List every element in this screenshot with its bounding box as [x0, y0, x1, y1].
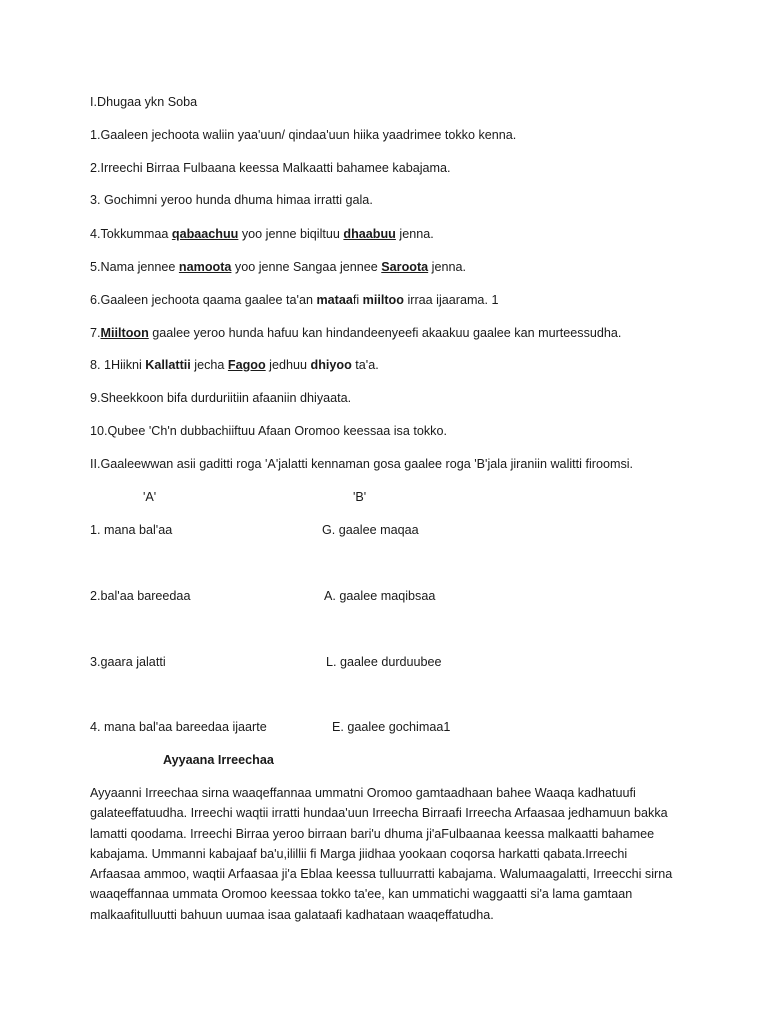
- question-5-text: yoo jenne Sangaa jennee: [231, 260, 382, 274]
- question-6-text: 6.Gaaleen jechoota qaama gaalee ta'an: [90, 293, 317, 307]
- question-8-text: jedhuu: [265, 358, 311, 372]
- question-7-term-1: Miiltoon: [100, 326, 149, 340]
- question-6-text: fi: [352, 293, 363, 307]
- question-3: 3. Gochimni yeroo hunda dhuma himaa irratti gala.: [90, 193, 373, 207]
- match-item-a-1: 1. mana bal'aa: [90, 523, 173, 537]
- question-1: 1.Gaaleen jechoota waliin yaa'uun/ qindaa'uun hiika yaadrimee tokko kenna.: [90, 128, 517, 142]
- question-7-text: gaalee yeroo hunda hafuu kan hindandeenyeefi akaakuu gaalee kan murteessudha.: [148, 326, 622, 340]
- question-8: [90, 357, 379, 373]
- question-7: [90, 325, 621, 341]
- question-8-term-1: Kallattii: [145, 358, 191, 372]
- question-6-term-1: mataa: [316, 293, 353, 307]
- match-item-a-4: 4. mana bal'aa bareedaa ijaarte: [90, 720, 267, 734]
- question-5: [90, 259, 466, 275]
- passage-line: malkaafitulluutti bahuun uumaa isaa galataafi kadhataan waaqeffatudha.: [90, 907, 494, 922]
- passage-line: Ayyaanni Irreechaa sirna waaqeffannaa ummatni Oromoo gamtaadhaan bahee Waaqa kadhatuufi: [90, 786, 636, 800]
- passage-line: Arfaasaa ammoo, waqtii Arfaasaa ji'a Eblaa keessa tulluurratti kabajama. Walumaagalatti, Irreecchi sirna: [90, 867, 673, 882]
- question-4-text: yoo jenne biqiltuu: [238, 227, 344, 241]
- passage-line: lamatti qoodama. Irreechi Birraa yeroo birraan bari'u dhuma ji'aFulbaanaa keessa malkaatti bahamee: [90, 826, 655, 841]
- question-5-term-1: namoota: [178, 260, 232, 274]
- question-4-term-2: dhaabuu: [343, 227, 396, 241]
- question-4-text: jenna.: [395, 227, 434, 241]
- section-1-heading: I.Dhugaa ykn Soba: [90, 95, 198, 109]
- question-8-text: ta'a.: [351, 358, 379, 372]
- match-item-a-3: 3.gaara jalatti: [90, 655, 166, 669]
- question-6-term-2: miiltoo: [362, 293, 404, 307]
- question-8-text: 8. 1Hiikni: [90, 358, 146, 372]
- question-5-text: 5.Nama jennee: [90, 260, 179, 274]
- passage-line: galateeffatuudha. Irreechi waqtii irratti hundaa'uun Irreecha Birraafi Irreecha Arfaasaa jedhamuun bakka: [90, 806, 668, 821]
- question-8-term-2: Fagoo: [227, 358, 266, 372]
- section-2-instruction: II.Gaaleewwan asii gaditti roga 'A'jalatti kennaman gosa gaalee roga 'B'jala jiraniin walitti firoomsi.: [90, 457, 634, 471]
- match-item-b-3: L. gaalee durduubee: [326, 655, 442, 669]
- column-b-header: 'B': [353, 490, 367, 504]
- question-9: 9.Sheekkoon bifa durduriitiin afaaniin dhiyaata.: [90, 391, 352, 405]
- passage-line: waaqeffannaa ummata Oromoo keessaa tokko ta'ee, kan ummatichi waggaatti si'a lama gamtaan: [90, 887, 633, 902]
- match-item-a-2: 2.bal'aa bareedaa: [90, 589, 191, 603]
- match-item-b-4: E. gaalee gochimaa1: [332, 720, 451, 734]
- question-5-text: jenna.: [428, 260, 466, 274]
- passage-body: [90, 783, 680, 925]
- column-a-header: 'A': [143, 490, 157, 504]
- question-4-term-1: qabaachuu: [171, 227, 239, 241]
- passage-line: kabajama. Ummanni kabajaaf ba'u,ilillii fi Marga jiidhaa yookaan coqorsa harkatti qabata.Irreechi: [90, 846, 628, 861]
- match-item-b-2: A. gaalee maqibsaa: [324, 589, 436, 603]
- question-6: [90, 292, 498, 308]
- question-6-text: irraa ijaarama. 1: [403, 293, 499, 307]
- question-8-term-3: dhiyoo: [310, 358, 352, 372]
- question-10: 10.Qubee 'Ch'n dubbachiiftuu Afaan Oromoo keessaa isa tokko.: [90, 424, 447, 438]
- question-2: 2.Irreechi Birraa Fulbaana keessa Malkaatti bahamee kabajama.: [90, 161, 451, 175]
- match-item-b-1: G. gaalee maqaa: [322, 523, 419, 537]
- question-4: [90, 226, 434, 242]
- question-5-term-2: Saroota: [381, 260, 429, 274]
- passage-title: Ayyaana Irreechaa: [163, 753, 274, 767]
- question-7-text: 7.: [90, 326, 101, 340]
- question-4-text: 4.Tokkummaa: [90, 227, 172, 241]
- question-8-text: jecha: [190, 358, 228, 372]
